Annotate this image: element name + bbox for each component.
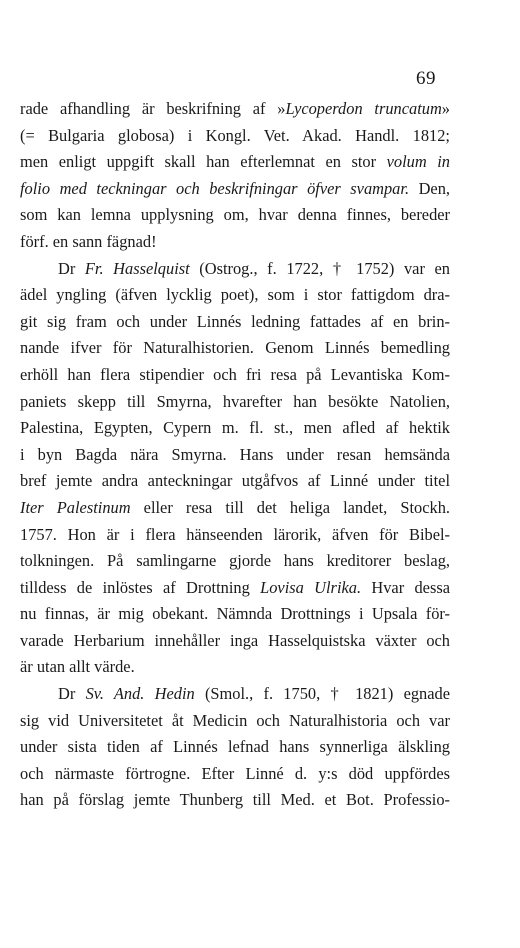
text-line	[20, 362, 450, 389]
text-segment: men enligt uppgift skall han efterlemnat en stor	[20, 152, 387, 172]
text-segment: rade afhandling är beskrifning af »	[20, 99, 286, 118]
text-segment: nu finnas, är mig obekant. Nämnda Drottnings i Upsala för-	[20, 604, 450, 624]
italic-text: folio med teckningar och beskrifningar öfver svampar.	[20, 178, 410, 198]
text-segment: »	[441, 99, 450, 118]
text-line	[20, 389, 450, 416]
italic-text: volum in	[386, 152, 451, 172]
text-segment: och närmaste förtrogne. Efter Linné d. y:s död uppfördes	[20, 763, 450, 783]
text-segment: bref jemte andra anteckningar utgåfvos af Linné under titel	[20, 471, 450, 491]
text-segment: git sig fram och under Linnés ledning fattades af en brin-	[20, 311, 450, 331]
text-line	[20, 256, 450, 283]
text-segment: Hvar dessa	[361, 577, 450, 597]
text-line	[20, 202, 450, 229]
text-segment: förf. en sann fägnad!	[20, 231, 157, 251]
italic-text: Lovisa Ulrika.	[260, 577, 362, 597]
text-segment: varade Herbarium innehåller inga Hasselquistska växter och	[20, 630, 450, 650]
text-line	[20, 654, 450, 681]
text-line	[20, 176, 450, 203]
text-segment: är utan allt värde.	[20, 657, 135, 677]
text-line	[20, 442, 450, 469]
text-segment: (Smol., f. 1750, † 1821) egnade	[194, 684, 450, 704]
text-line	[20, 628, 450, 655]
text-segment: paniets skepp till Smyrna, hvarefter han besökte Natolien,	[20, 391, 450, 411]
page-number: 69	[416, 68, 436, 89]
text-line	[20, 708, 450, 735]
text-line	[20, 123, 450, 150]
text-segment: sig vid Universitetet åt Medicin och Naturalhistoria och var	[20, 710, 450, 730]
text-segment: 1757. Hon är i flera hänseenden lärorik, äfven för Bibel-	[20, 524, 450, 544]
text-segment: eller resa till det heliga landet, Stockh.	[130, 497, 450, 517]
text-line	[20, 335, 450, 362]
text-segment: ädel yngling (äfven lycklig poet), som i stor fattigdom dra-	[20, 285, 450, 305]
text-segment: tolkningen. På samlingarne gjorde hans kreditorer beslag,	[20, 551, 450, 571]
text-line	[20, 761, 450, 788]
text-line	[20, 601, 450, 628]
text-line	[20, 149, 450, 176]
text-line	[20, 575, 450, 602]
text-line	[20, 548, 450, 575]
body-text	[20, 96, 450, 814]
text-segment: han på förslag jemte Thunberg till Med. et Bot. Professio-	[20, 790, 450, 810]
text-segment: erhöll han flera stipendier och fri resa på Levantiska Kom-	[20, 364, 450, 384]
italic-text: Iter Palestinum	[20, 497, 131, 517]
italic-text: Sv. And. Hedin	[85, 684, 195, 704]
text-segment: som kan lemna upplysning om, hvar denna finnes, bereder	[20, 205, 450, 225]
text-segment: Palestina, Egypten, Cypern m. fl. st., men afled af hektik	[20, 418, 450, 438]
italic-text: Lycoperdon truncatum	[285, 99, 442, 118]
text-line	[20, 309, 450, 336]
text-line	[20, 787, 450, 814]
text-segment: i byn Bagda nära Smyrna. Hans under resan hemsända	[20, 444, 450, 464]
text-segment: under sista tiden af Linnés lefnad hans synnerliga älskling	[20, 737, 450, 757]
text-segment: nande ifver för Naturalhistorien. Genom Linnés bemedling	[20, 338, 450, 358]
text-line	[20, 734, 450, 761]
text-line	[20, 282, 450, 309]
text-segment: Dr	[58, 258, 85, 278]
text-segment: (Ostrog., f. 1722, † 1752) var en	[189, 258, 450, 278]
italic-text: Fr. Hasselquist	[84, 258, 190, 278]
text-segment: tilldess de inlöstes af Drottning	[20, 577, 261, 597]
text-line	[20, 468, 450, 495]
text-segment: Den,	[409, 178, 450, 198]
text-line	[20, 229, 450, 256]
text-segment: Dr	[58, 684, 86, 704]
text-line	[20, 681, 450, 708]
text-line	[20, 495, 450, 522]
text-line	[20, 522, 450, 549]
text-line	[20, 96, 450, 123]
text-line	[20, 415, 450, 442]
text-segment: (= Bulgaria globosa) i Kongl. Vet. Akad. Handl. 1812;	[20, 125, 450, 145]
